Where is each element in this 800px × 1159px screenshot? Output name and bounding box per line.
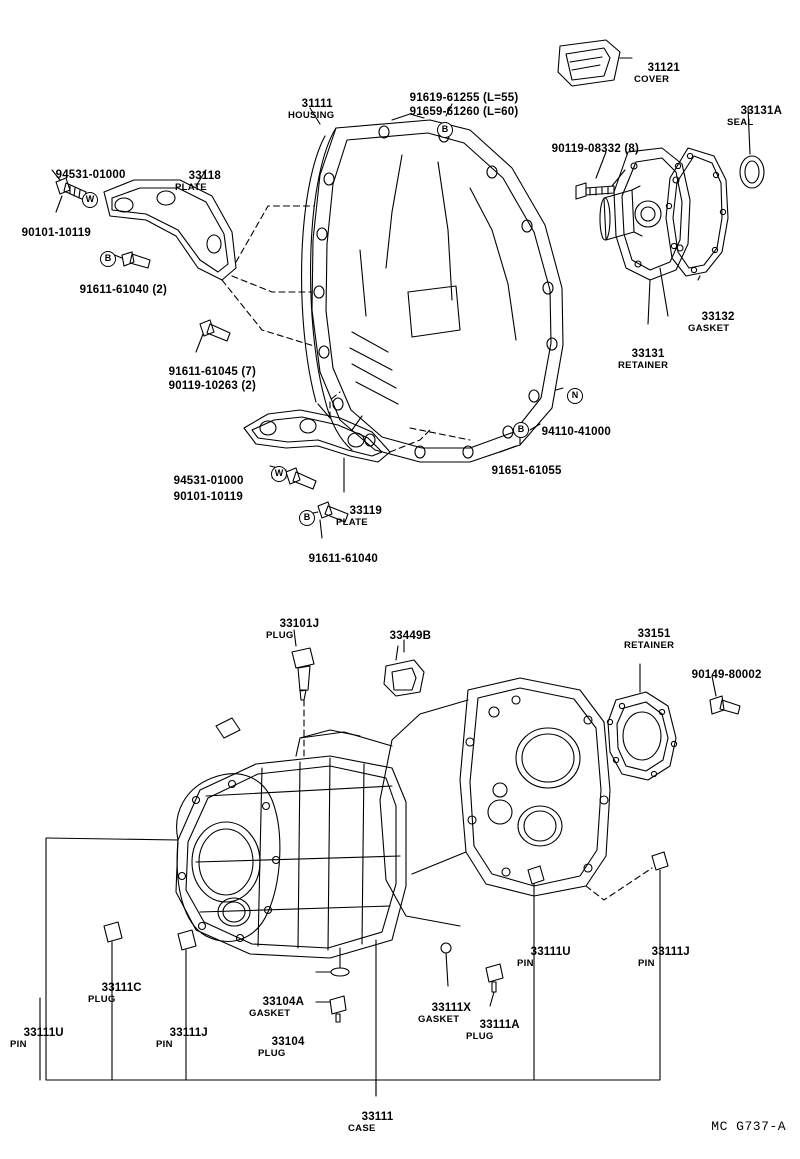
label-91611-61040-2: 91611-61040 (2) (79, 284, 167, 296)
diagram-footer-code: MC G737-A (711, 1119, 786, 1134)
label-33132-gasket: 33132 GASKET (688, 311, 735, 334)
label-33111U-pin-left: 33111U PIN (10, 1027, 64, 1050)
label-94531-01000-lower: 94531-01000 (173, 475, 244, 487)
label-91651-61055: 91651-61055 (491, 465, 562, 477)
label-33104-plug: 33104 PLUG (258, 1036, 305, 1059)
label-33111U-pin-right: 33111U PIN (517, 946, 571, 969)
label-33118-plate: 33118 PLATE (175, 170, 221, 193)
marker-w-upper: W (82, 192, 98, 208)
label-91611-61045: 91611-61045 (7) (168, 366, 256, 378)
label-33111C-plug: 33111C PLUG (88, 982, 142, 1005)
label-33111J-pin-left: 33111J PIN (156, 1027, 208, 1050)
label-94531-01000-upper: 94531-01000 (55, 169, 126, 181)
label-90101-10119-upper: 90101-10119 (21, 227, 91, 239)
label-33104A-gasket: 33104A GASKET (249, 996, 305, 1019)
label-31111-housing: 31111 HOUSING (288, 98, 335, 121)
label-33111X-gasket: 33111X GASKET (418, 1002, 472, 1025)
label-33151-retainer: 33151 RETAINER (624, 628, 675, 651)
label-90119-08332: 90119-08332 (8) (551, 143, 639, 155)
label-90149-80002: 90149-80002 (691, 669, 762, 681)
label-90119-10263: 90119-10263 (2) (168, 380, 256, 392)
label-33119-plate: 33119 PLATE (336, 505, 382, 528)
label-33111A-plug: 33111A PLUG (466, 1019, 520, 1042)
label-33111J-pin-right: 33111J PIN (638, 946, 690, 969)
marker-n-housing: N (567, 388, 583, 404)
marker-w-lower: W (271, 466, 287, 482)
label-33101J-plug: 33101J PLUG (266, 618, 320, 641)
label-33131A: 33131A SEAL (727, 105, 783, 128)
label-33449B: 33449B (389, 630, 432, 642)
label-33131-retainer: 33131 RETAINER (618, 348, 669, 371)
marker-b-upper-housing: B (437, 122, 453, 138)
label-94110-41000: 94110-41000 (541, 426, 611, 438)
label-33111-case: 33111 CASE (348, 1111, 394, 1134)
label-90101-10119-lower: 90101-10119 (173, 491, 243, 503)
label-31121: 31121 COVER (634, 62, 680, 85)
label-91611-61040: 91611-61040 (308, 553, 378, 565)
marker-b-housing-right: B (513, 422, 529, 438)
marker-b-plate-lower: B (299, 510, 315, 526)
label-91659-61260: 91659-61260 (L=60) (409, 106, 519, 118)
marker-b-plate-upper: B (100, 251, 116, 267)
label-91619-61255: 91619-61255 (L=55) (409, 92, 519, 104)
